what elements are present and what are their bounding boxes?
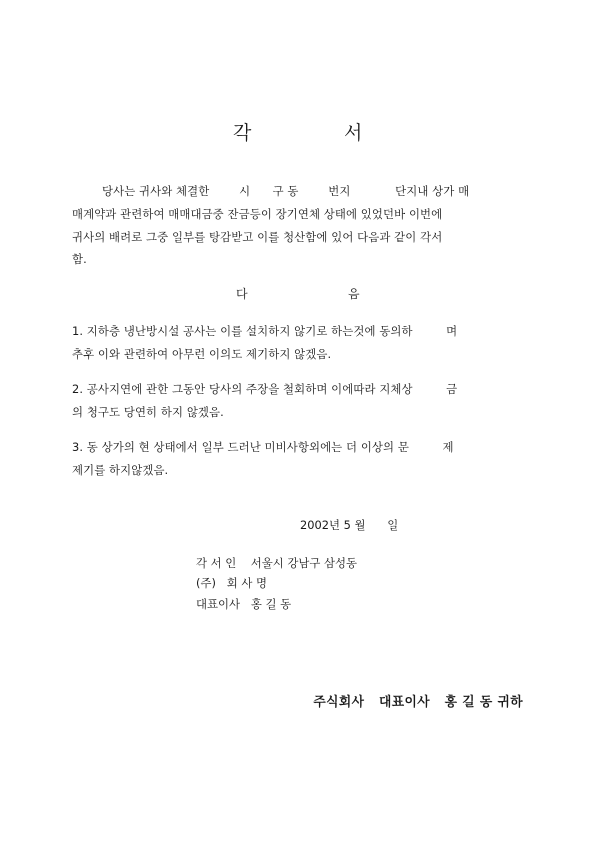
intro-line-2: 매계약과 관련하여 매매대금중 잔금등이 장기연체 상태에 있었던바 이번에 [72,207,443,221]
sender-address-line: 각 서 인 서울시 강남구 삼성동 [196,556,358,570]
intro-line-4: 함. [72,252,87,266]
intro-line-3: 귀사의 배려로 그중 일부를 탕감받고 이를 청산함에 있어 다음과 같이 각서 [72,230,443,244]
section-heading-right: 음 [348,287,360,301]
item-1-line-2: 추후 이와 관련하여 아무런 이의도 제기하지 않겠음. [72,347,332,361]
item-2-line-2: 의 청구도 당연히 하지 않겠음. [72,405,224,419]
document-title-right: 서 [344,122,363,144]
item-2-line-1: 2. 공사지연에 관한 그동안 당사의 주장을 철회하며 이에따라 지체상 금 [72,382,458,396]
intro-line-1: 당사는 귀사와 체결한 시 구 동 번지 단지내 상가 매 [102,184,470,198]
item-3-line-1: 3. 동 상가의 현 상태에서 일부 드러난 미비사항외에는 더 이상의 문 제 [72,440,454,454]
sender-company-line: (주) 회 사 명 [196,576,268,590]
addressee-closing: 주식회사 대표이사 홍 길 동 귀하 [313,695,523,710]
section-heading-left: 다 [236,287,248,301]
sender-ceo-line: 대표이사 홍 길 동 [196,597,292,611]
item-3-line-2: 제기를 하지않겠음. [72,463,169,477]
document-title-left: 각 [233,122,252,144]
document-date: 2002년 5 월 일 [300,518,399,532]
item-1-line-1: 1. 지하층 냉난방시설 공사는 이를 설치하지 않기로 하는것에 동의하 며 [72,324,458,338]
